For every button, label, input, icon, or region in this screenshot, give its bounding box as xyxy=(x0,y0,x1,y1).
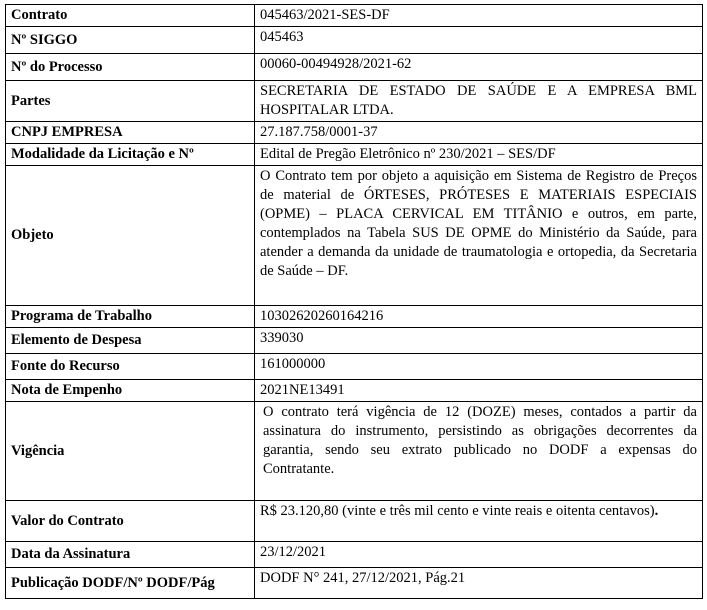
label-programa: Programa de Trabalho xyxy=(6,306,255,328)
label-data-assinatura: Data da Assinatura xyxy=(6,542,255,568)
value-valor xyxy=(255,501,703,542)
row-processo xyxy=(6,54,703,81)
label-publicacao: Publicação DODF/Nº DODF/Pág xyxy=(6,568,255,599)
value-publicacao: DODF N° 241, 27/12/2021, Pág.21 xyxy=(255,568,703,599)
label-modalidade: Modalidade da Licitação e Nº xyxy=(6,144,255,166)
value-empenho: 2021NE13491 xyxy=(255,380,703,402)
row-data-assinatura xyxy=(6,542,703,568)
value-programa: 10302620260164216 xyxy=(255,306,703,328)
label-elemento: Elemento de Despesa xyxy=(6,328,255,354)
label-siggo: Nº SIGGO xyxy=(6,27,255,54)
row-contrato xyxy=(6,5,703,27)
label-partes: Partes xyxy=(6,81,255,122)
label-cnpj: CNPJ EMPRESA xyxy=(6,122,255,144)
value-elemento: 339030 xyxy=(255,328,703,354)
value-contrato: 045463/2021-SES-DF xyxy=(255,5,703,27)
row-fonte xyxy=(6,354,703,380)
row-objeto xyxy=(6,166,703,306)
row-elemento xyxy=(6,328,703,354)
row-empenho xyxy=(6,380,703,402)
row-vigencia xyxy=(6,402,703,501)
row-valor xyxy=(6,501,703,542)
label-objeto: Objeto xyxy=(6,166,255,306)
value-siggo: 045463 xyxy=(255,27,703,54)
value-valor-period: . xyxy=(654,503,659,519)
label-empenho: Nota de Empenho xyxy=(6,380,255,402)
row-modalidade xyxy=(6,144,703,166)
value-partes: SECRETARIA DE ESTADO DE SAÚDE E A EMPRESA BML HOSPITALAR LTDA. xyxy=(255,81,703,122)
row-programa xyxy=(6,306,703,328)
contract-summary-table xyxy=(5,4,703,599)
label-contrato: Contrato xyxy=(6,5,255,27)
row-publicacao xyxy=(6,568,703,599)
row-partes xyxy=(6,81,703,122)
label-processo: Nº do Processo xyxy=(6,54,255,81)
value-cnpj: 27.187.758/0001-37 xyxy=(255,122,703,144)
value-fonte: 161000000 xyxy=(255,354,703,380)
label-vigencia: Vigência xyxy=(6,402,255,501)
value-valor-text: R$ 23.120,80 (vinte e três mil cento e vinte reais e oitenta centavos) xyxy=(260,503,655,519)
row-siggo xyxy=(6,27,703,54)
value-vigencia: O contrato terá vigência de 12 (DOZE) meses, contados a partir da assinatura do instrumento, persistindo as obrigações decorrentes da garantia, sendo seu extrato publicado no DODF a expensas do Contratante. xyxy=(255,402,703,501)
value-data-assinatura: 23/12/2021 xyxy=(255,542,703,568)
value-objeto: O Contrato tem por objeto a aquisição em Sistema de Registro de Preços de material de ÓRTESES, PRÓTESES E MATERIAIS ESPECIAIS (OPME) – PLACA CERVICAL EM TITÂNIO e outros, em parte, contemplados na Tabela SUS DE OPME do Ministério da Saúde, para atender a demanda da unidade de traumatologia e ortopedia, da Secretaria de Saúde – DF. xyxy=(255,166,703,306)
value-processo: 00060-00494928/2021-62 xyxy=(255,54,703,81)
label-fonte: Fonte do Recurso xyxy=(6,354,255,380)
label-valor: Valor do Contrato xyxy=(6,501,255,542)
value-modalidade: Edital de Pregão Eletrônico nº 230/2021 – SES/DF xyxy=(255,144,703,166)
row-cnpj xyxy=(6,122,703,144)
